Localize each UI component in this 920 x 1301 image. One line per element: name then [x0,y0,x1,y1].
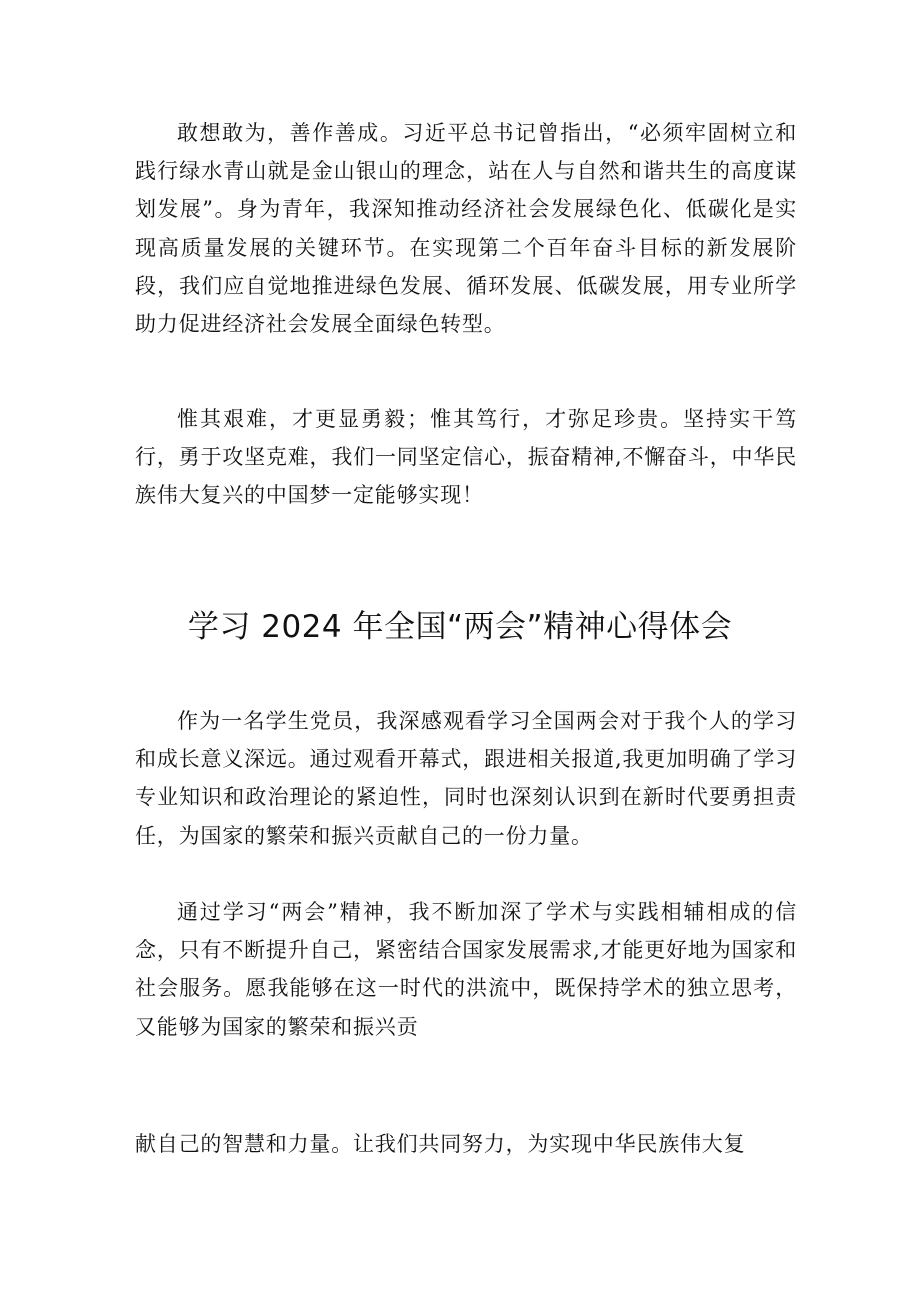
paragraph-courage: 敢想敢为，善作善成。习近平总书记曾指出，“必须牢固树立和践行绿水青山就是金山银山的理念，站在人与自然和谐共生的高度谋划发展”。身为青年，我深知推动经济社会发展绿色化、低碳化是实现高质量发展的关键环节。在实现第二个百年奋斗目标的新发展阶段，我们应自觉地推进绿色发展、循环发展、低碳发展，用专业所学助力促进经济社会发展全面绿色转型。 [135,121,797,337]
paragraph-student-member: 作为一名学生党员，我深感观看学习全国两会对于我个人的学习和成长意义深远。通过观看开幕式，跟进相关报道,我更加明确了学习专业知识和政治理论的紧迫性，同时也深刻认识到在新时代要勇担责任，为国家的繁荣和振兴贡献自己的一份力量。 [135,709,797,848]
paragraph-two-sessions-spirit: 通过学习“两会”精神，我不断加深了学术与实践相辅相成的信念，只有不断提升自己，紧密结合国家发展需求,才能更好地为国家和社会服务。愿我能够在这一时代的洪流中，既保持学术的独立思考，又能够为国家的繁荣和振兴贡 [135,900,797,1039]
section-title: 学习 2024 年全国“两会”精神心得体会 [187,609,733,645]
paragraph-perseverance: 惟其艰难，才更显勇毅；惟其笃行，才弥足珍贵。坚持实干笃行，勇于攻坚克难，我们一同坚定信心，振奋精神,不懈奋斗，中华民族伟大复兴的中国梦一定能够实现！ [135,407,797,508]
paragraph-continuation: 献自己的智慧和力量。让我们共同努力，为实现中华民族伟大复 [135,1132,746,1156]
